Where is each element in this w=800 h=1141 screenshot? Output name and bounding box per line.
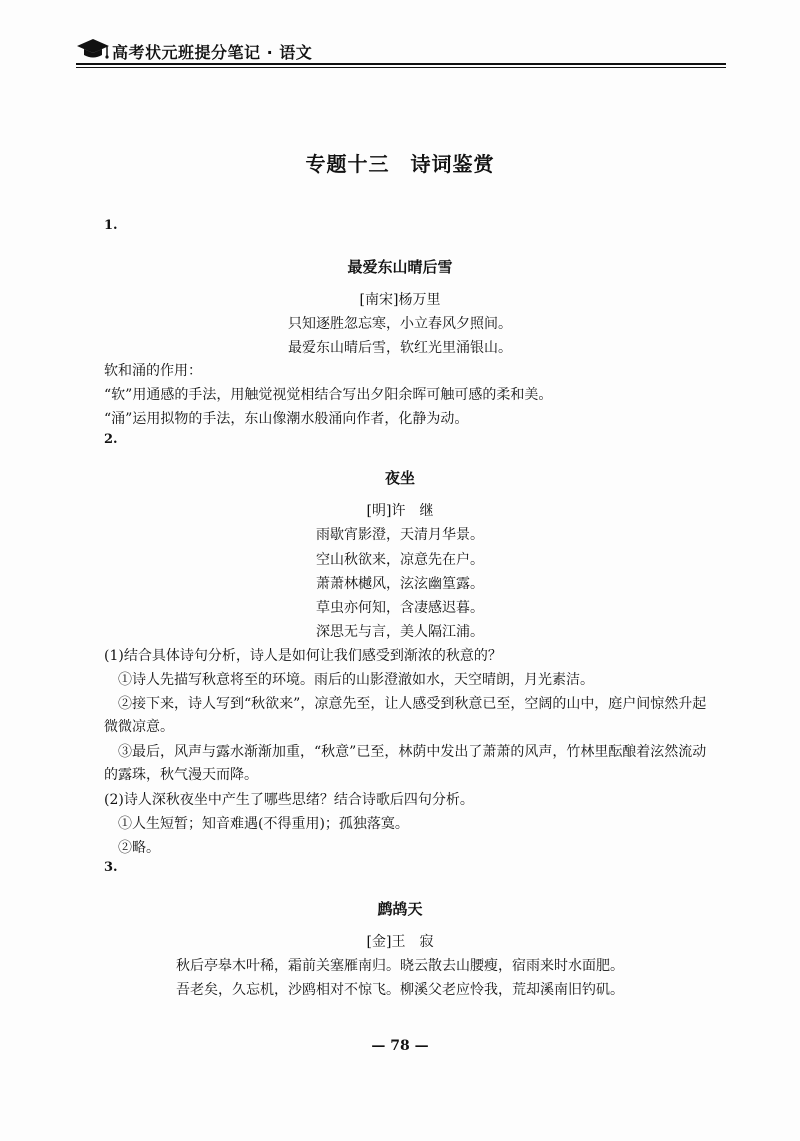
- header-rule-thin: [76, 67, 726, 68]
- section-2-poem-line: 草虫亦何知，含凄感迟暮。: [316, 600, 484, 616]
- section-1-analysis: “涌”运用拟物的手法，东山像潮水般涌向作者，化静为动。: [104, 411, 469, 427]
- section-3-poem-line: 秋后亭皋木叶稀，霜前关塞雁南归。晓云散去山腰瘦，宿雨来时水面肥。: [176, 958, 624, 974]
- section-2-answer: ①人生短暂；知音难遇(不得重用)；孤独落寞。: [118, 816, 409, 832]
- section-1-poem-line: 最爱东山晴后雪，软红光里涌银山。: [288, 340, 512, 356]
- section-1-poem-line: 只知逐胜忽忘寒，小立春风夕照间。: [288, 316, 512, 332]
- section-2-answer: 的露珠，秋气漫天而降。: [104, 767, 258, 783]
- section-2-number: 2.: [104, 432, 118, 447]
- header-title: 高考状元班提分笔记 · 语文: [112, 43, 313, 62]
- section-1-author: [南宋]杨万里: [359, 292, 441, 308]
- section-3-poem-line: 吾老矣，久忘机，沙鸥相对不惊飞。柳溪父老应怜我，荒却溪南旧钓矶。: [176, 982, 624, 998]
- section-3-author: [金]王 寂: [366, 934, 434, 950]
- header-rule: [76, 63, 726, 65]
- section-2-answer: 微微凉意。: [104, 719, 174, 735]
- section-2-question-1: (1)结合具体诗句分析，诗人是如何让我们感受到渐浓的秋意的？: [104, 648, 502, 664]
- page-header: [76, 34, 726, 66]
- section-2-question-2: (2)诗人深秋夜坐中产生了哪些思绪？结合诗歌后四句分析。: [104, 792, 474, 808]
- page-title: 专题十三 诗词鉴赏: [305, 152, 495, 176]
- section-2-poem-title: 夜坐: [384, 469, 415, 487]
- section-1-analysis-label: 软和涌的作用：: [104, 363, 202, 379]
- graduation-cap-icon: [76, 36, 110, 60]
- section-3-poem-title: 鹧鸪天: [377, 900, 423, 918]
- section-2-poem-line: 雨歇宵影澄，天清月华景。: [316, 527, 484, 543]
- section-2-answer: ②略。: [118, 840, 160, 856]
- section-3-number: 3.: [104, 860, 118, 875]
- section-1-analysis: “软”用通感的手法，用触觉视觉相结合写出夕阳余晖可触可感的柔和美。: [104, 387, 553, 403]
- page-number: — 78 —: [371, 1038, 429, 1054]
- section-2-poem-line: 深思无与言，美人隔江浦。: [316, 624, 484, 640]
- section-1-poem-title: 最爱东山晴后雪: [347, 258, 453, 276]
- section-2-answer: ①诗人先描写秋意将至的环境。雨后的山影澄澈如水，天空晴朗，月光素洁。: [118, 672, 594, 688]
- section-2-answer: ③最后，风声与露水渐渐加重，“秋意”已至，林荫中发出了萧萧的风声，竹林里酝酿着泫然流动: [118, 744, 707, 760]
- section-2-poem-line: 萧萧林樾风，泫泫幽篁露。: [316, 576, 484, 592]
- section-1-number: 1.: [104, 218, 118, 233]
- section-2-poem-line: 空山秋欲来，凉意先在户。: [316, 552, 484, 568]
- section-2-author: [明]许 继: [366, 503, 434, 519]
- section-2-answer: ②接下来，诗人写到“秋欲来”，凉意先至，让人感受到秋意已至，空阔的山中，庭户间惊然升起: [118, 696, 707, 712]
